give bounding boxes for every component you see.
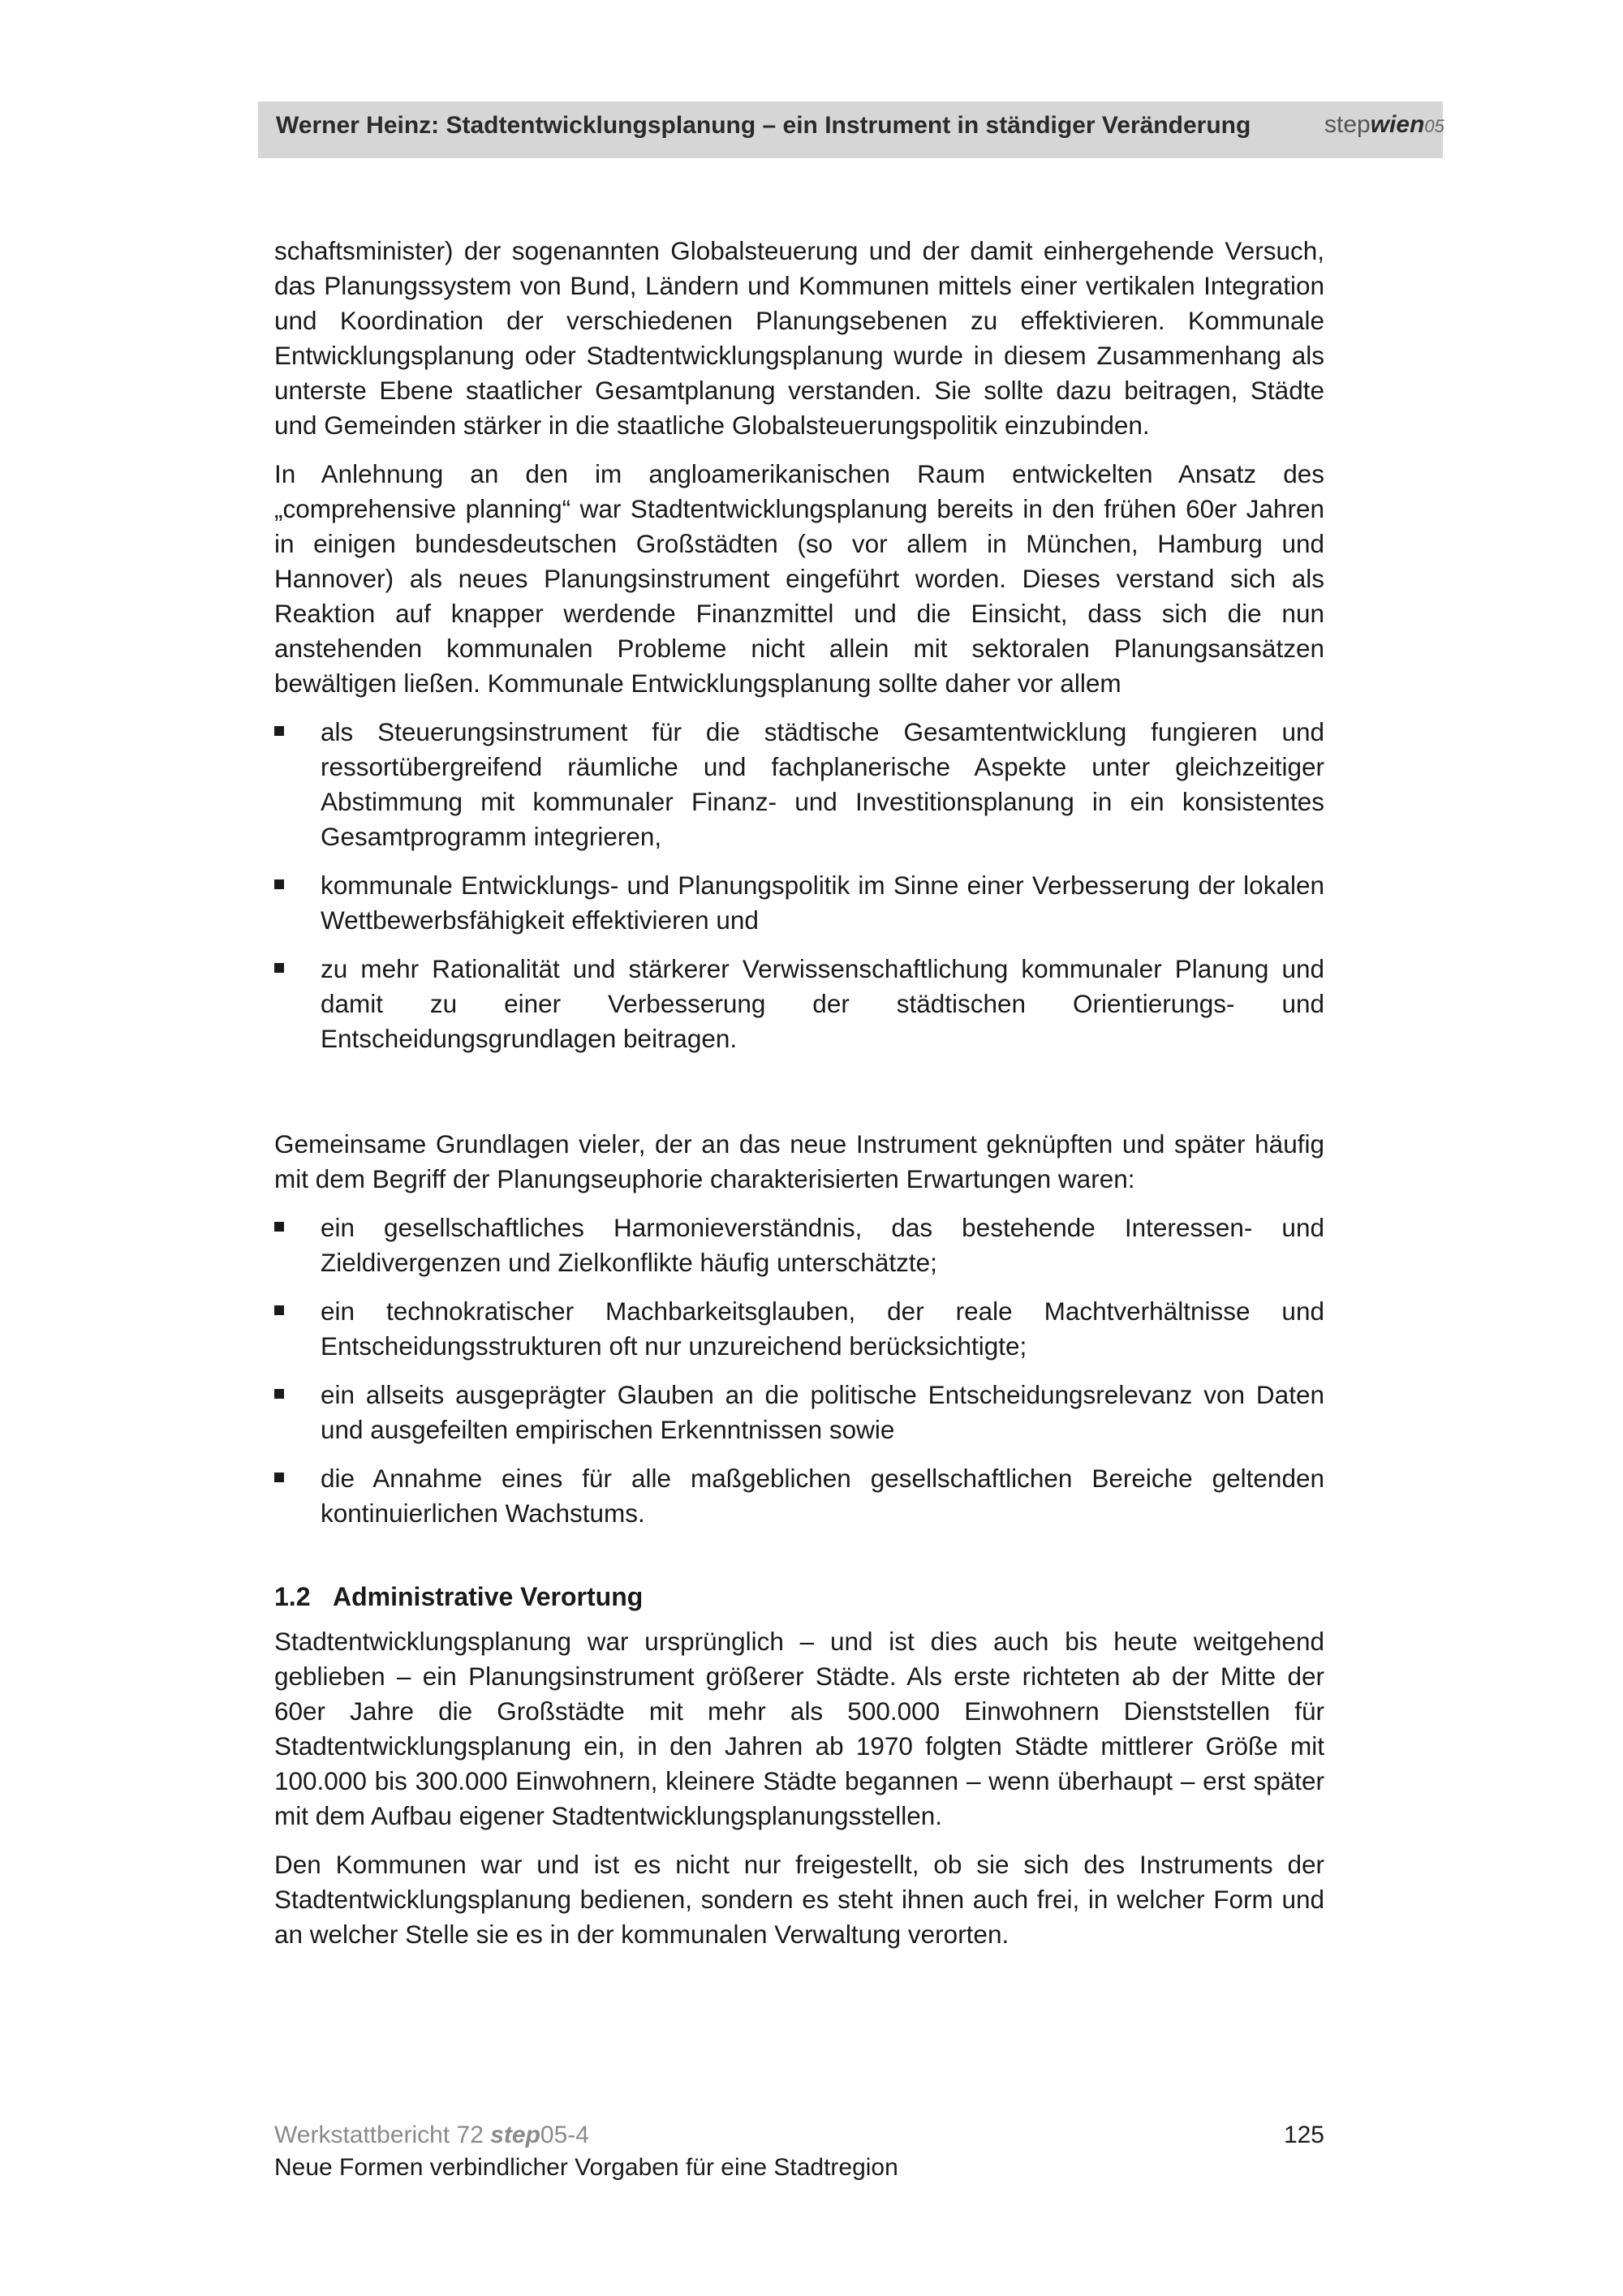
- main-content: [274, 234, 1324, 1966]
- list-item-text: als Steuerungsinstrument für die städtische Gesamtentwicklung fungieren und ressortübergreifend räumliche und fachplanerische Aspekte unter gleichzeitiger Abstimmung mit kommunaler Finanz- und Investitionsplanung in ein konsistentes Gesamtprogramm integrieren,: [321, 717, 1324, 851]
- page-footer: [274, 2119, 1324, 2184]
- paragraph-3: Gemeinsame Grundlagen vieler, der an das neue Instrument geknüpften und später häufig mit dem Begriff der Planungseuphorie charakterisierten Erwartungen waren:: [274, 1129, 1324, 1193]
- logo-step: step: [1324, 111, 1371, 138]
- bullet-list-2: [274, 1210, 1324, 1531]
- bullet-square-icon: [274, 1389, 284, 1399]
- list-item-text: zu mehr Rationalität und stärkerer Verwissenschaftlichung kommunaler Planung und damit zu einer Verbesserung der städtischen Orientierungs- und Entscheidungsgrundlagen beitragen.: [321, 954, 1324, 1053]
- list-item: [274, 1378, 1324, 1447]
- list-item-text: ein technokratischer Machbarkeitsglauben, der reale Machtverhältnisse und Entscheidungsstrukturen oft nur unzureichend berücksichtigte;: [321, 1296, 1324, 1361]
- list-item: [274, 1461, 1324, 1531]
- list-item: [274, 868, 1324, 938]
- header-title: Werner Heinz: Stadtentwicklungsplanung – ein Instrument in ständiger Veränderung: [276, 112, 1251, 139]
- footer-step: step: [490, 2122, 540, 2148]
- bullet-square-icon: [274, 726, 284, 736]
- bullet-square-icon: [274, 1473, 284, 1482]
- paragraph-1: schaftsminister) der sogenannten Globalsteuerung und der damit einhergehende Versuch, das Planungssystem von Bund, Ländern und Kommunen mittels einer vertikalen Integration und Koordination der verschiedenen Planungsebenen zu effektivieren. Kommunale Entwicklungsplanung oder Stadtentwicklungsplanung wurde in diesem Zusammenhang als unterste Ebene staatlicher Gesamtplanung verstanden. Sie sollte dazu beitragen, Städte und Gemeinden stärker in die staatliche Globalsteuerungspolitik einzubinden.: [274, 236, 1324, 440]
- page-header: [258, 101, 1443, 158]
- logo-number: 05: [1424, 116, 1444, 136]
- page-number: 125: [1283, 2122, 1324, 2148]
- section-heading: [274, 1580, 1324, 1615]
- list-item-text: die Annahme eines für alle maßgeblichen gesellschaftlichen Bereiche geltenden kontinuierlichen Wachstums.: [321, 1464, 1324, 1528]
- bullet-square-icon: [274, 1222, 284, 1232]
- list-item: [274, 1294, 1324, 1364]
- bullet-square-icon: [274, 1305, 284, 1315]
- step-wien-logo: [1324, 111, 1444, 150]
- list-item-text: ein allseits ausgeprägter Glauben an die politische Entscheidungsrelevanz von Daten und ausgefeilten empirischen Erkenntnissen sowie: [321, 1380, 1324, 1444]
- logo-wien: wien: [1370, 111, 1425, 138]
- footer-series-label: Werkstattbericht 72: [274, 2122, 491, 2148]
- section-title: Administrative Verortung: [333, 1582, 644, 1611]
- paragraph-2: In Anlehnung an den im angloamerikanischen Raum entwickelten Ansatz des „comprehensive planning“ war Stadtentwicklungsplanung bereits in den frühen 60er Jahren in einigen bundesdeutschen Großstädten (so vor allem in München, Hamburg und Hannover) als neues Planungsinstrument eingeführt worden. Dieses verstand sich als Reaktion auf knapper werdende Finanzmittel und die Einsicht, dass sich die nun anstehenden kommunalen Probleme nicht allein mit sektoralen Planungsansätzen bewältigen ließen. Kommunale Entwicklungsplanung sollte daher vor allem: [274, 459, 1324, 698]
- list-item-text: ein gesellschaftliches Harmonieverständnis, das bestehende Interessen- und Zieldivergenzen und Zielkonflikte häufig unterschätzte;: [321, 1213, 1324, 1277]
- section-number: 1.2: [274, 1582, 311, 1611]
- bullet-square-icon: [274, 963, 284, 973]
- bullet-list-1: [274, 715, 1324, 1056]
- footer-subtitle: Neue Formen verbindlicher Vorgaben für eine Stadtregion: [274, 2154, 898, 2181]
- list-item-text: kommunale Entwicklungs- und Planungspolitik im Sinne einer Verbesserung der lokalen Wettbewerbsfähigkeit effektivieren und: [321, 871, 1324, 935]
- list-item: [274, 952, 1324, 1056]
- footer-step-suffix: 05-4: [540, 2122, 589, 2148]
- list-item: [274, 715, 1324, 854]
- bullet-square-icon: [274, 879, 284, 889]
- list-item: [274, 1210, 1324, 1280]
- paragraph-5: Den Kommunen war und ist es nicht nur freigestellt, ob sie sich des Instruments der Stadtentwicklungsplanung bedienen, sondern es steht ihnen auch frei, in welcher Form und an welcher Stelle sie es in der kommunalen Verwaltung verorten.: [274, 1850, 1324, 1949]
- footer-series: [274, 2119, 1324, 2152]
- paragraph-4: Stadtentwicklungsplanung war ursprünglich – und ist dies auch bis heute weitgehend geblieben – ein Planungsinstrument größerer Städte. Als erste richteten ab der Mitte der 60er Jahre die Großstädte mit mehr als 500.000 Einwohnern Dienststellen für Stadtentwicklungsplanung ein, in den Jahren ab 1970 folgten Städte mittlerer Größe mit 100.000 bis 300.000 Einwohnern, kleinere Städte begannen – wenn überhaupt – erst später mit dem Aufbau eigener Stadtentwicklungsplanungsstellen.: [274, 1627, 1324, 1830]
